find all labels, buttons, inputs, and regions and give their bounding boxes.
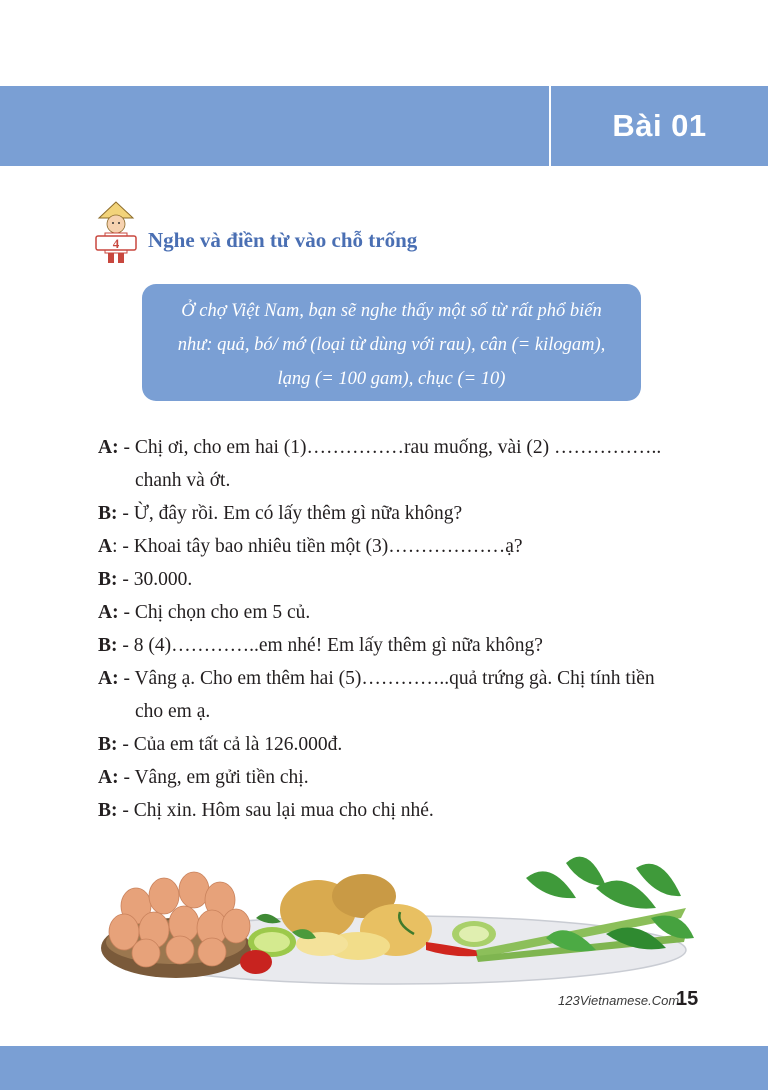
note-line: lạng (= 100 gam), chục (= 10) xyxy=(277,369,506,389)
note-line: như: quả, bó/ mớ (loại từ dùng với rau), cân (= kilogam), xyxy=(177,335,606,355)
speaker: B: xyxy=(98,569,118,590)
speaker: B: xyxy=(98,800,118,821)
dialogue-text: - Ừ, đây rồi. Em có lấy thêm gì nữa không? xyxy=(117,503,463,524)
dialogue-text: - 8 (4)…………..em nhé! Em lấy thêm gì nữa không? xyxy=(117,635,543,656)
speaker: B: xyxy=(98,503,118,524)
dialogue-text: - Chị chọn cho em 5 củ. xyxy=(118,602,311,623)
dialogue-continuation: cho em ạ. xyxy=(135,701,211,722)
dialogue-line xyxy=(98,497,698,530)
dialogue-text: - Vâng, em gửi tiền chị. xyxy=(118,767,309,788)
dialogue-line xyxy=(98,563,698,596)
footer-bar xyxy=(0,1046,768,1090)
dialogue-text: - Chị xin. Hôm sau lại mua cho chị nhé. xyxy=(117,800,434,821)
dialogue-line xyxy=(98,662,698,695)
lesson-title: Bài 01 xyxy=(612,108,707,143)
section-number: 4 xyxy=(112,236,120,251)
potatoes xyxy=(280,874,432,960)
dialogue-line xyxy=(98,629,698,662)
dialogue-text: - Chị ơi, cho em hai (1)……………rau muống, vài (2) …………….. xyxy=(118,437,662,458)
dialogue-line xyxy=(98,728,698,761)
dialogue-line xyxy=(98,596,698,629)
publisher-logo: 123Vietnamese.Com xyxy=(558,993,680,1008)
produce-illustration xyxy=(96,838,696,998)
note-line: Ở chợ Việt Nam, bạn sẽ nghe thấy một số từ rất phổ biến xyxy=(181,301,602,321)
speaker: B: xyxy=(98,635,118,656)
speaker: A: xyxy=(98,437,119,458)
dialogue-line xyxy=(98,530,698,563)
speaker: A: xyxy=(98,668,119,689)
dialogue-continuation: chanh và ớt. xyxy=(135,470,231,491)
dialogue-text: - 30.000. xyxy=(117,569,193,590)
kid-icon xyxy=(94,200,138,266)
speaker: B: xyxy=(98,734,118,755)
section-title: Nghe và điền từ vào chỗ trống xyxy=(148,228,418,252)
water-spinach xyxy=(476,857,694,962)
dialogue xyxy=(98,431,698,827)
speaker: A xyxy=(98,536,113,557)
note-box xyxy=(142,284,641,401)
dialogue-text: - Vâng ạ. Cho em thêm hai (5)…………..quả trứng gà. Chị tính tiền xyxy=(118,668,655,689)
dialogue-text: : - Khoai tây bao nhiêu tiền một (3)………………ạ? xyxy=(112,536,523,557)
speaker: A: xyxy=(98,602,119,623)
dialogue-line xyxy=(98,761,698,794)
page-number: 15 xyxy=(676,988,699,1010)
dialogue-text: - Của em tất cả là 126.000đ. xyxy=(117,734,343,755)
speaker: A: xyxy=(98,767,119,788)
dialogue-line xyxy=(98,431,698,464)
egg-basket xyxy=(101,872,251,978)
dialogue-line xyxy=(98,794,698,827)
